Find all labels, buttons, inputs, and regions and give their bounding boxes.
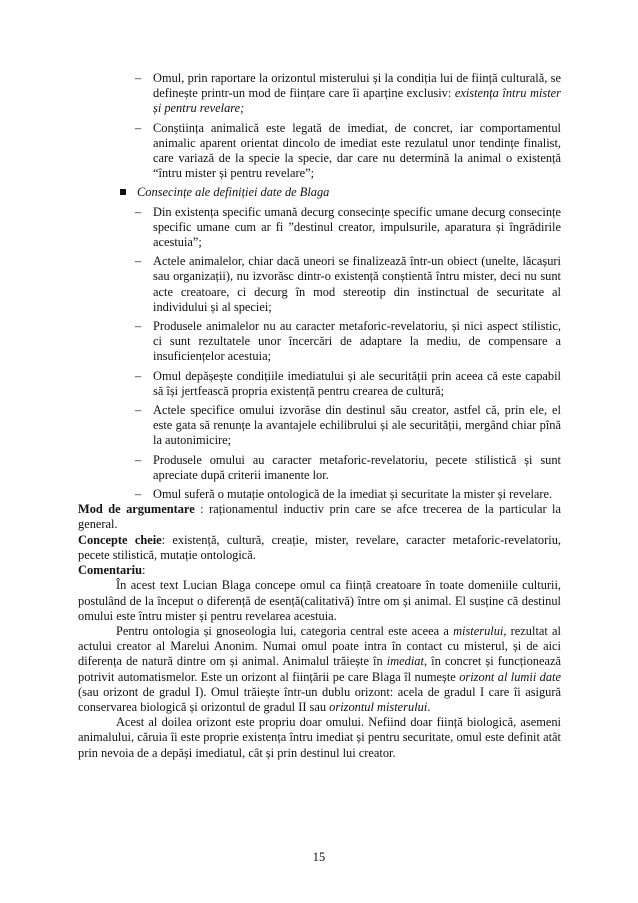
- list-item-text: Omul suferă o mutație ontologică de la imediat și securitate la mister și revelare.: [153, 487, 553, 502]
- comment-label: Comentariu: [78, 563, 143, 578]
- text-run: , rezultat al actului creator al Marelui Anonim. Numai omul poate intra în contact cu misterul, și de aici diferența de natură dintre om și animal. Animalul trăiește în: [78, 623, 561, 669]
- page-number: 15: [312, 850, 326, 864]
- square-bullet-icon: [120, 189, 126, 195]
- argument-text: : raționamentul inductiv prin care se afce trecerea de la particular la general.: [78, 502, 561, 532]
- list-item-text: [153, 71, 561, 115]
- text-run: .: [427, 699, 431, 714]
- dash-bullet: –: [135, 204, 142, 219]
- text-run: , în concret și funcționează potrivit automatismelor. Este un orizont al ființării pe care Blaga îl numește: [78, 654, 561, 684]
- concepts-paragraph: [78, 533, 561, 563]
- comment-heading: [78, 563, 561, 578]
- dash-bullet: –: [135, 452, 142, 467]
- list-item-text: Omul depășește condițiile imediatului și ale securității prin aceea că este capabil să își jertfească propria existență pentru crearea de cultură;: [153, 368, 561, 398]
- section-heading: [78, 185, 561, 200]
- text-run: În acest text Lucian Blaga concepe omul ca ființă creatoare în toate domeniile culturii, postulând de la început o diferență de esență(calitativă) între om și animal. El susține că destinul omului este întru mister și pentru revelarea acestuia.: [78, 578, 561, 623]
- dash-bullet: –: [135, 368, 142, 383]
- list-item: [78, 205, 561, 251]
- italic-phrase: imediat: [386, 654, 424, 669]
- concepts-label: Concepte cheie: [78, 532, 162, 547]
- comment-paragraph: [78, 715, 561, 761]
- italic-phrase: orizont al lumii date: [459, 669, 562, 684]
- text-run: Acest al doilea orizont este propriu doar omului. Nefiind doar ființă biologică, asemeni animalului, căruia îi este proprie existența întru imediat și pentru securitate, omul este definit atât prin nevoia de a depăși imediatul, cât și prin destinul lui creator.: [78, 715, 561, 760]
- dash-bullet: –: [135, 319, 142, 334]
- list-item: [78, 71, 561, 117]
- text-run: Conștiința animalică este legată de imediat, de concret, iar comportamentul animalic aparent orientat dincolo de imediat este rezulatul unor tendințe finalist, care variază de la specie la specie, dar care nu determină la animal o existență “întru mister și pentru revelare”;: [153, 120, 561, 181]
- list-item-text: [153, 121, 561, 181]
- dash-bullet: –: [135, 254, 142, 269]
- dash-bullet: –: [135, 120, 142, 135]
- italic-phrase: misterului: [453, 623, 504, 638]
- list-item-text: Actele animalelor, chiar dacă uneori se finalizează într-un obiect (unelte, lăcașuri sau organizații), nu izvorăsc dintr-o existență conștientă întru mister, deci nu sunt acte creatoare, ci decurg în mod stereotip din instinctual de securitate al individului și al speciei;: [153, 254, 561, 314]
- list-item: [78, 121, 561, 182]
- section-heading-text: Consecințe ale definiției date de Blaga: [137, 185, 330, 200]
- list-item-text: Produsele omului au caracter metaforic-revelatoriu, pecete stilistică și sunt apreciate după criterii imanente lor.: [153, 452, 561, 482]
- concepts-text: : existență, cultură, creație, mister, revelare, caracter metaforic-revelatoriu, pecete stilistică, mutație ontologică.: [78, 532, 561, 562]
- list-item-text: Produsele animalelor nu au caracter metaforic-revelatoriu, și nici aspect stilistic, ci sunt rezultatele unor încercări de adaptare la mediu, de compensare a insuficiențelor acestuia;: [153, 319, 561, 364]
- italic-phrase: orizontul misterului: [329, 699, 428, 714]
- text-run: Omul, prin raportare la orizontul misterului și la condiția lui de ființă culturală, se definește printr-un mod de ființare care îi aparține exclusiv:: [153, 71, 561, 101]
- text-run: (sau orizont de gradul I). Omul trăiește într-un dublu orizont: acela de gradul I care îi asigură conservarea biologică și orizontul de gradul II sau: [78, 684, 561, 714]
- consequences-list: [78, 205, 561, 503]
- text-run: Pentru ontologia și gnoseologia lui, categoria central este aceea a: [116, 623, 454, 638]
- comment-paragraph: [78, 624, 561, 715]
- list-item: [78, 369, 561, 399]
- argument-label: Mod de argumentare: [78, 502, 195, 517]
- document-page: [78, 71, 561, 761]
- dash-bullet: –: [135, 487, 142, 502]
- dash-bullet: –: [135, 71, 142, 85]
- dash-bullet: –: [135, 403, 142, 418]
- argument-paragraph: [78, 502, 561, 532]
- list-item-text: Din existența specific umană decurg consecințe specific umane decurg consecințe specific umane cum ar fi ”destinul creator, impulsurile, aparatura și îngrădirile acestuia”;: [153, 204, 561, 250]
- comment-colon: :: [142, 563, 146, 578]
- list-item-text: Actele specifice omului izvorăse din destinul său creator, astfel că, prin ele, el este gata să renunțe la avantajele echilibrului și ale securității, mergând chiar pînă la autonimicire;: [153, 403, 561, 448]
- list-item: [78, 254, 561, 315]
- italic-phrase: existența întru mister și pentru revelare;: [153, 86, 561, 116]
- list-item: [78, 403, 561, 449]
- comment-paragraph: [78, 578, 561, 624]
- list-item: [78, 487, 561, 502]
- list-item: [78, 453, 561, 483]
- list-item: [78, 319, 561, 365]
